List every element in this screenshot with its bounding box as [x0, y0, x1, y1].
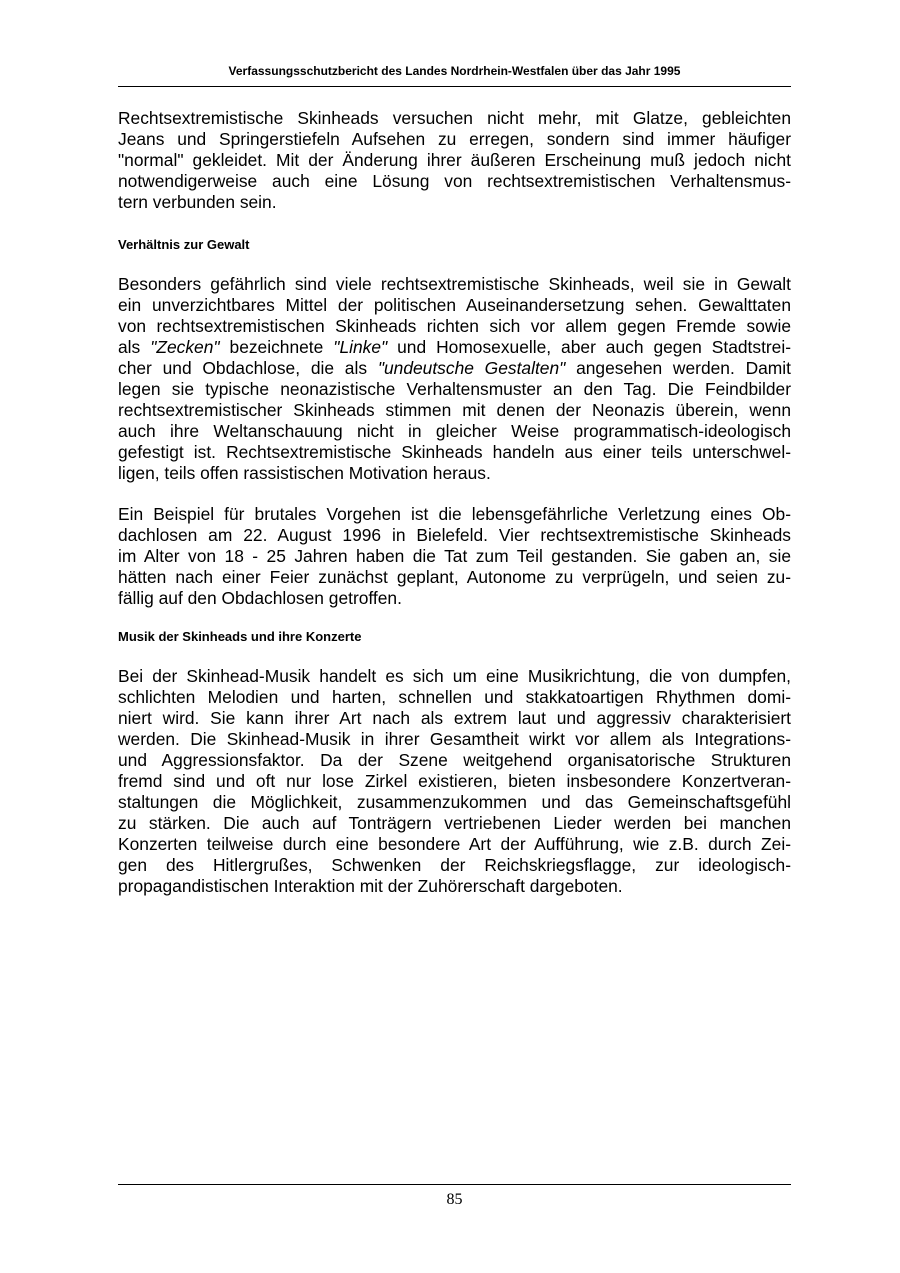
text-line: auch ihre Weltanschauung nicht in gleicher Weise programmatisch-ideologisch — [118, 421, 791, 441]
text-span: cher und Obdachlose, die als — [118, 358, 378, 378]
text-line: dachlosen am 22. August 1996 in Bielefeld. Vier rechtsextremistische Skinheads — [118, 525, 791, 545]
paragraph-skinhead-appearance — [118, 108, 791, 213]
text-line: Konzerten teilweise durch eine besondere Art der Aufführung, wie z.B. durch Zei- — [118, 834, 791, 854]
text-line: "normal" gekleidet. Mit der Änderung ihrer äußeren Erscheinung muß jedoch nicht — [118, 150, 791, 170]
paragraph-music — [118, 666, 791, 897]
text-line: Jeans und Springerstiefeln Aufsehen zu erregen, sondern sind immer häufiger — [118, 129, 791, 149]
text-line: hätten nach einer Feier zunächst geplant, Autonome zu verprügeln, und seien zu- — [118, 567, 791, 587]
text-line: Bei der Skinhead-Musik handelt es sich um eine Musikrichtung, die von dumpfen, — [118, 666, 791, 686]
text-line: fällig auf den Obdachlosen getroffen. — [118, 588, 402, 608]
page-number: 85 — [446, 1191, 463, 1208]
page-header: Verfassungsschutzbericht des Landes Nordrhein-Westfalen über das Jahr 1995 — [228, 64, 681, 78]
section-heading-music: Musik der Skinheads und ihre Konzerte — [118, 629, 362, 644]
text-line: und Aggressionsfaktor. Da der Szene weitgehend organisatorische Strukturen — [118, 750, 791, 770]
quoted-term-linke: "Linke" — [333, 337, 388, 357]
text-line: von rechtsextremistischen Skinheads richten sich vor allem gegen Fremde sowie — [118, 316, 791, 336]
paragraph-violence — [118, 274, 791, 484]
page-body — [118, 108, 791, 897]
text-line: propagandistischen Interaktion mit der Zuhörerschaft dargeboten. — [118, 876, 623, 896]
text-line: ligen, teils offen rassistischen Motivation heraus. — [118, 463, 491, 483]
text-line: rechtsextremistischer Skinheads stimmen mit denen der Neonazis überein, wenn — [118, 400, 791, 420]
text-line: notwendigerweise auch eine Lösung von rechtsextremistischen Verhaltensmus- — [118, 171, 791, 191]
text-line: im Alter von 18 - 25 Jahren haben die Tat zum Teil gestanden. Sie gaben an, sie — [118, 546, 791, 566]
text-line: Besonders gefährlich sind viele rechtsextremistische Skinheads, weil sie in Gewalt — [118, 274, 791, 294]
text-line: Rechtsextremistische Skinheads versuchen nicht mehr, mit Glatze, gebleichten — [118, 108, 791, 128]
text-line: werden. Die Skinhead-Musik in ihrer Gesamtheit wirkt vor allem als Integrations- — [118, 729, 791, 749]
text-line — [118, 337, 791, 358]
text-line: niert wird. Sie kann ihrer Art nach als extrem laut und aggressiv charakterisiert — [118, 708, 791, 728]
text-line: staltungen die Möglichkeit, zusammenzukommen und das Gemeinschaftsgefühl — [118, 792, 791, 812]
text-line: gefestigt ist. Rechtsextremistische Skinheads handeln aus einer teils unterschwel- — [118, 442, 791, 462]
text-line: schlichten Melodien und harten, schnellen und stakkatoartigen Rhythmen domi- — [118, 687, 791, 707]
text-span: angesehen werden. Damit — [565, 358, 791, 378]
text-line: tern verbunden sein. — [118, 192, 277, 212]
text-line: gen des Hitlergrußes, Schwenken der Reichskriegsflagge, zur ideologisch- — [118, 855, 791, 875]
text-line: legen sie typische neonazistische Verhaltensmuster an den Tag. Die Feindbilder — [118, 379, 791, 399]
footer-divider — [118, 1184, 791, 1185]
text-line: fremd sind und oft nur lose Zirkel existieren, bieten insbesondere Konzertveran- — [118, 771, 791, 791]
text-line: ein unverzichtbares Mittel der politischen Auseinandersetzung sehen. Gewalttaten — [118, 295, 791, 315]
text-line — [118, 358, 791, 379]
paragraph-example-bielefeld — [118, 504, 791, 609]
text-line: zu stärken. Die auch auf Tonträgern vertriebenen Lieder werden bei manchen — [118, 813, 791, 833]
section-heading-violence: Verhältnis zur Gewalt — [118, 237, 250, 252]
quoted-term-zecken: "Zecken" — [150, 337, 220, 357]
text-span: und Homosexuelle, aber auch gegen Stadtstrei- — [387, 337, 792, 357]
text-span: bezeichnete — [219, 337, 334, 357]
header-divider — [118, 86, 791, 87]
text-span: als — [118, 337, 151, 357]
quoted-term-undeutsche-gestalten: "undeutsche Gestalten" — [377, 358, 566, 378]
text-line: Ein Beispiel für brutales Vorgehen ist die lebensgefährliche Verletzung eines Ob- — [118, 504, 791, 524]
